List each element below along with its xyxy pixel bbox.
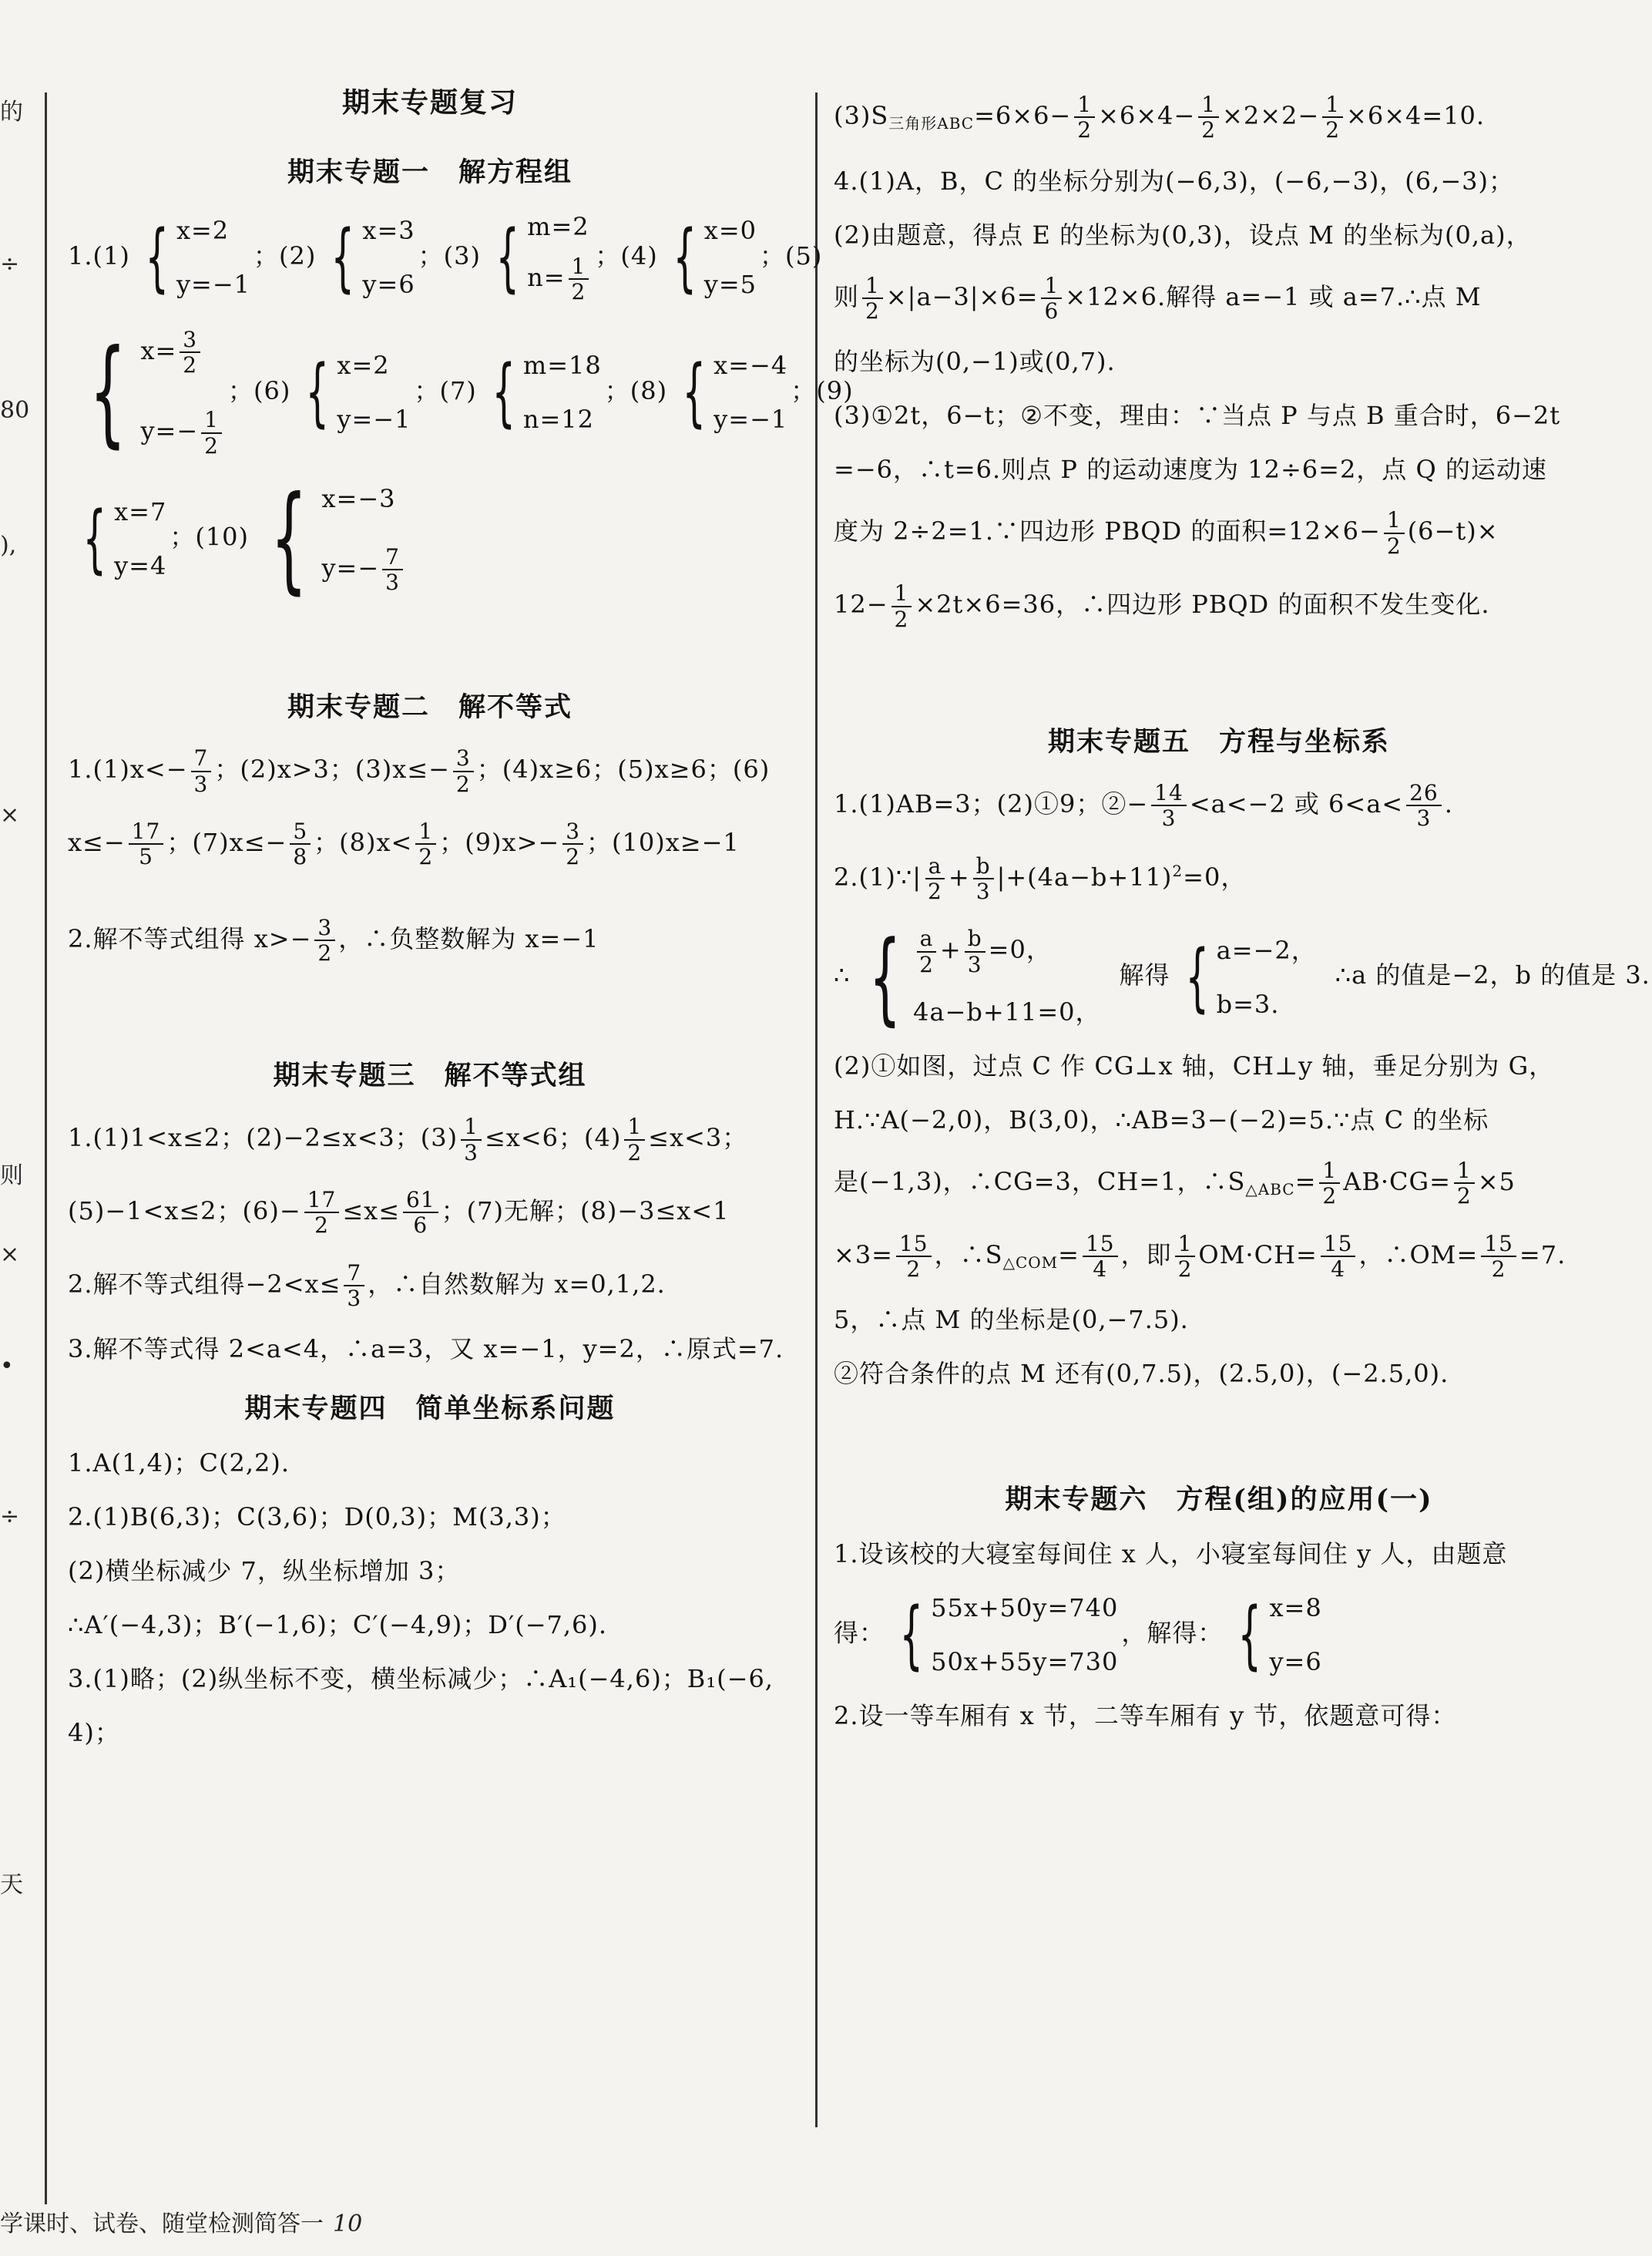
text: ∴ <box>834 960 851 990</box>
text: 1.(1) <box>68 240 130 271</box>
subscript: △ABC <box>1245 1179 1295 1199</box>
answer-line <box>834 92 1604 143</box>
equation-system: { x=0 y=5 <box>673 214 757 301</box>
fraction: $\frac{1}{2}$ <box>415 819 436 869</box>
text: ；(8)x< <box>314 827 413 857</box>
text: ∴a 的值是−2，b 的值是 3. <box>1335 960 1650 990</box>
text: ×6×4− <box>1098 100 1196 130</box>
text: (5)−1<x≤2；(6)− <box>68 1195 301 1226</box>
text: 2.(1)∵| <box>834 862 922 892</box>
text: ；(7)无解；(8)−3≤x<1 <box>441 1195 730 1226</box>
text: x=2 <box>337 351 390 381</box>
text: ；(7) <box>414 375 477 405</box>
fraction: $\frac{b}{3}$ <box>965 926 985 977</box>
answer-line <box>834 918 1650 1036</box>
text: =6×6− <box>974 100 1072 130</box>
text: ，∴S <box>934 1239 1003 1269</box>
answer-line <box>68 819 792 869</box>
text: y=− <box>321 553 380 583</box>
answer-line <box>68 1188 792 1238</box>
text: ，即 <box>1120 1239 1172 1269</box>
fraction: $\frac{3}{2}$ <box>562 819 583 869</box>
text: ≤x<3； <box>648 1123 748 1153</box>
text: x=2 <box>176 216 230 246</box>
section-heading: 期末专题五 方程与坐标系 <box>1047 725 1390 758</box>
page-title: 期末专题复习 <box>341 86 518 119</box>
text: 则 <box>834 281 860 311</box>
answer-line <box>68 211 823 305</box>
fraction: $\frac{1}{6}$ <box>1041 274 1062 324</box>
text: + <box>948 862 970 892</box>
answer-line <box>834 1592 1604 1677</box>
text: ；(4)x≥6；(5)x≥6；(6) <box>476 755 771 785</box>
text: y=−1 <box>337 405 411 435</box>
fraction: $\frac{1}{2}$ <box>1198 92 1219 143</box>
answer-line: (2)横坐标减少 7，纵坐标增加 3； <box>68 1556 461 1586</box>
text: ，解得： <box>1121 1618 1224 1648</box>
answer-line: 1.设该校的大寝室每间住 x 人，小寝室每间住 y 人，由题意 <box>834 1539 1508 1569</box>
fraction: $\frac{14}{3}$ <box>1151 781 1187 831</box>
text: m=18 <box>522 351 602 381</box>
section-heading: 期末专题四 简单坐标系问题 <box>244 1393 616 1425</box>
margin-fragment: ÷ <box>0 1503 20 1530</box>
margin-fragment: • <box>0 1353 14 1380</box>
text: ×2t×6=36，∴四边形 PBQD 的面积不发生变化. <box>915 590 1490 620</box>
fraction: $\frac{1}{2}$ <box>862 274 883 324</box>
text: 2.解不等式组得 x>− <box>68 923 312 953</box>
text: x=8 <box>1269 1593 1322 1623</box>
fraction: $\frac{a}{2}$ <box>925 854 945 904</box>
text: ；(6) <box>227 375 291 405</box>
equation-system: { x=8 y=6 <box>1237 1592 1322 1679</box>
text: ×5 <box>1477 1166 1516 1196</box>
text: n=12 <box>522 405 595 435</box>
equation-system: { x=7 y=4 <box>82 496 167 583</box>
text: ×2×2− <box>1222 100 1320 130</box>
answer-line <box>68 746 792 796</box>
fraction: $\frac{1}{2}$ <box>1175 1232 1196 1282</box>
answer-line: H.∵A(−2,0)，B(3,0)，∴AB=3−(−2)=5.∵点 C 的坐标 <box>834 1105 1489 1135</box>
answer-line: 2.(1)B(6,3)；C(3,6)；D(0,3)；M(3,3)； <box>68 1502 566 1532</box>
text: y=− <box>140 416 199 446</box>
text: ，∴负整数解为 x=−1 <box>338 923 599 953</box>
text: y=6 <box>362 270 415 300</box>
text: 1.(1)x<− <box>68 755 188 785</box>
text: y=4 <box>114 551 167 581</box>
text: n= <box>527 262 566 292</box>
text: y=5 <box>703 270 757 300</box>
text: |+(4a−b+11) <box>996 862 1173 892</box>
subscript: 三角形ABC <box>888 113 975 133</box>
fraction: $\frac{3}{2}$ <box>453 746 474 796</box>
fraction: $\frac{a}{2}$ <box>916 926 937 977</box>
fraction: $\frac{7}{3}$ <box>344 1261 364 1311</box>
text: 2.解不等式组得−2<x≤ <box>68 1269 341 1299</box>
text: ；(8) <box>604 375 668 405</box>
answer-line <box>834 274 1604 324</box>
text: ×|a−3|×6= <box>885 281 1039 311</box>
fraction: $\frac{1}{2}$ <box>569 254 589 304</box>
text: 解得 <box>1119 960 1170 990</box>
text: ，∴OM= <box>1358 1239 1479 1269</box>
text: y=−1 <box>714 405 788 435</box>
text: x= <box>140 335 177 365</box>
page-number: 10 <box>333 2211 363 2238</box>
answer-line: =−6，∴t=6.则点 P 的运动速度为 12÷6=2，点 Q 的运动速 <box>834 455 1547 485</box>
text: m=2 <box>527 212 589 241</box>
text: 55x+50y=740 <box>931 1593 1119 1623</box>
left-column <box>68 81 854 1771</box>
equation-system: { x=3 y=6 <box>331 214 415 301</box>
text: x=0 <box>703 216 757 246</box>
answer-line: 1.A(1,4)；C(2,2). <box>68 1448 290 1478</box>
answer-line: (2)①如图，过点 C 作 CG⊥x 轴，CH⊥y 轴，垂足分别为 G， <box>834 1051 1555 1081</box>
answer-line <box>68 1115 792 1165</box>
text: 12− <box>834 590 888 620</box>
right-column <box>834 92 1650 1754</box>
text: =7. <box>1519 1239 1566 1269</box>
text: + <box>939 935 962 965</box>
text: (3)S <box>834 100 889 130</box>
text: x=7 <box>114 497 167 527</box>
text: 4a−b+11=0， <box>913 997 1101 1027</box>
answer-line <box>834 1158 1604 1209</box>
answer-line <box>68 916 792 966</box>
equation-system: { 55x+50y=740 50x+55y=730 <box>899 1592 1119 1679</box>
text: ；(2)x>3；(3)x≤− <box>214 755 450 785</box>
fraction: $\frac{3}{2}$ <box>314 916 335 966</box>
text: ；(3) <box>418 240 482 271</box>
equation-system: { x=−3 y=− $\frac{7}{3}$ <box>252 481 406 597</box>
text: 是(−1,3)，∴CG=3，CH=1，∴S <box>834 1166 1246 1196</box>
text: <a<−2 或 6<a< <box>1189 788 1404 819</box>
fraction: $\frac{15}{2}$ <box>1481 1232 1516 1282</box>
answer-line: (3)①2t，6−t；②不变，理由：∵当点 P 与点 B 重合时，6−2t <box>834 401 1561 431</box>
answer-line: ②符合条件的点 M 还有(0,7.5)，(2.5,0)，(−2.5,0). <box>834 1359 1449 1389</box>
margin-fragment: × <box>0 1241 20 1268</box>
margin-fragment: ), <box>0 532 17 559</box>
text: ×6×4=10. <box>1346 100 1486 130</box>
fraction: $\frac{1}{2}$ <box>891 581 912 631</box>
fraction: $\frac{15}{4}$ <box>1321 1232 1356 1282</box>
text: 得： <box>834 1618 885 1648</box>
text: a=−2， <box>1216 935 1317 965</box>
text: =0， <box>988 935 1052 965</box>
page-footer <box>0 2204 362 2238</box>
equation-system: { x=−4 y=−1 <box>682 349 788 436</box>
text: = <box>1058 1239 1080 1269</box>
text: ；(9) <box>791 375 854 405</box>
fraction: $\frac{1}{2}$ <box>1322 92 1343 143</box>
text: ；(10)x≥−1 <box>586 827 740 857</box>
section-heading: 期末专题六 方程(组)的应用(一) <box>1005 1484 1433 1516</box>
equation-system: { x=2 y=−1 <box>145 214 250 301</box>
margin-fragment: × <box>0 802 20 829</box>
text: ，∴自然数解为 x=0,1,2. <box>368 1269 666 1299</box>
margin-fragment: 的 <box>0 99 23 126</box>
fraction: $\frac{15}{2}$ <box>896 1232 932 1282</box>
equation-system: { m=2 n= $\frac{1}{2}$ <box>484 211 592 304</box>
section-heading: 期末专题一 解方程组 <box>287 156 572 188</box>
equation-system: { a=−2， b=3. <box>1185 933 1317 1020</box>
margin-fragment: 天 <box>0 1871 23 1898</box>
superscript: 2 <box>1172 861 1184 880</box>
section-heading: 期末专题二 解不等式 <box>287 691 572 724</box>
text: ≤x≤ <box>342 1195 400 1226</box>
text: y=6 <box>1269 1647 1322 1677</box>
text: x=−4 <box>714 351 788 381</box>
answer-line: 2.设一等车厢有 x 节，二等车厢有 y 节，依题意可得： <box>834 1701 1457 1731</box>
answer-line: 4)； <box>68 1718 120 1748</box>
margin-fragment: 80 <box>0 397 30 424</box>
text: 1.(1)1<x≤2；(2)−2≤x<3；(3) <box>68 1123 458 1153</box>
text: ×12×6.解得 a=−1 或 a=7.∴点 M <box>1065 281 1482 311</box>
answer-line <box>68 325 854 460</box>
answer-line: 3.(1)略；(2)纵坐标不变，横坐标减少；∴A₁(−4,6)；B₁(−6, <box>68 1664 774 1694</box>
answer-line: 3.解不等式得 2<a<4，∴a=3，又 x=−1，y=2，∴原式=7. <box>68 1334 784 1364</box>
text: OM·CH= <box>1198 1239 1318 1269</box>
fraction: $\frac{1}{2}$ <box>1454 1158 1475 1209</box>
footer-text: 学课时、试卷、随堂检测简答一 <box>0 2211 324 2238</box>
text: =0， <box>1183 862 1247 892</box>
text: ；(9)x>− <box>439 827 560 857</box>
equation-system: { x=2 y=−1 <box>305 349 411 436</box>
text: ；(10) <box>170 522 250 552</box>
text: x≤− <box>68 827 126 857</box>
text: 度为 2÷2=1.∵四边形 PBQD 的面积=12×6− <box>834 516 1381 546</box>
fraction: $\frac{17}{5}$ <box>129 819 164 869</box>
margin-fragment: ÷ <box>0 250 20 277</box>
text: . <box>1444 788 1453 819</box>
answer-line <box>68 472 792 607</box>
left-divider <box>45 92 47 2204</box>
answer-line: 4.(1)A，B，C 的坐标分别为(−6,3)，(−6,−3)，(6,−3)； <box>834 166 1514 196</box>
subscript: △COM <box>1002 1252 1059 1272</box>
text: = <box>1294 1166 1317 1196</box>
text: 1.(1)AB=3；(2)①9；②− <box>834 788 1149 819</box>
fraction: $\frac{5}{8}$ <box>290 819 311 869</box>
answer-line: ∴A′(−4,3)；B′(−1,6)；C′(−4,9)；D′(−7,6). <box>68 1610 608 1640</box>
text: 50x+55y=730 <box>931 1647 1119 1677</box>
fraction: $\frac{7}{3}$ <box>191 746 212 796</box>
text: x=−3 <box>321 483 396 513</box>
fraction: $\frac{1}{2}$ <box>624 1115 645 1165</box>
text: ；(7)x≤− <box>166 827 287 857</box>
answer-line <box>834 781 1604 831</box>
text: ≤x<6；(4) <box>484 1123 622 1153</box>
fraction: $\frac{7}{3}$ <box>382 545 403 595</box>
text: y=−1 <box>176 270 250 300</box>
fraction: $\frac{1}{2}$ <box>1074 92 1095 143</box>
fraction: $\frac{1}{2}$ <box>1319 1158 1340 1209</box>
answer-line <box>834 854 1604 904</box>
section-heading: 期末专题三 解不等式组 <box>273 1060 587 1092</box>
fraction: $\frac{17}{2}$ <box>304 1188 340 1238</box>
fraction: $\frac{1}{2}$ <box>201 408 222 458</box>
text: ；(2) <box>254 240 317 271</box>
fraction: $\frac{15}{4}$ <box>1083 1232 1118 1282</box>
answer-line <box>834 1232 1604 1282</box>
text: ；(5) <box>760 240 823 271</box>
text: AB·CG= <box>1343 1166 1451 1196</box>
answer-line: 5，∴点 M 的坐标是(0,−7.5). <box>834 1305 1189 1335</box>
answer-line: 的坐标为(0,−1)或(0,7). <box>834 347 1116 377</box>
equation-system: { m=18 n=12 <box>492 349 602 436</box>
fraction: $\frac{26}{3}$ <box>1406 781 1442 831</box>
text: ×3= <box>834 1239 893 1269</box>
equation-system: { $\frac{a}{2}$ + $\frac{b}{3}$ =0， 4a−b+11=0， <box>869 918 1101 1036</box>
answer-line: (2)由题意，得点 E 的坐标为(0,3)，设点 M 的坐标为(0,a)， <box>834 220 1532 250</box>
margin-fragment: 则 <box>0 1162 23 1189</box>
text: x=3 <box>362 216 415 246</box>
fraction: $\frac{61}{6}$ <box>403 1188 438 1238</box>
fraction: $\frac{1}{2}$ <box>1384 508 1405 558</box>
fraction: $\frac{1}{3}$ <box>461 1115 482 1165</box>
text: ；(4) <box>595 240 658 271</box>
answer-line <box>834 508 1604 558</box>
answer-line <box>834 581 1604 631</box>
text: (6−t)× <box>1407 516 1499 546</box>
equation-system: { x= $\frac{3}{2}$ y=− $\frac{1}{2}$ <box>71 328 225 458</box>
answer-line <box>68 1261 792 1311</box>
fraction: $\frac{b}{3}$ <box>973 854 994 904</box>
text: b=3. <box>1216 989 1280 1019</box>
fraction: $\frac{3}{2}$ <box>180 328 200 378</box>
